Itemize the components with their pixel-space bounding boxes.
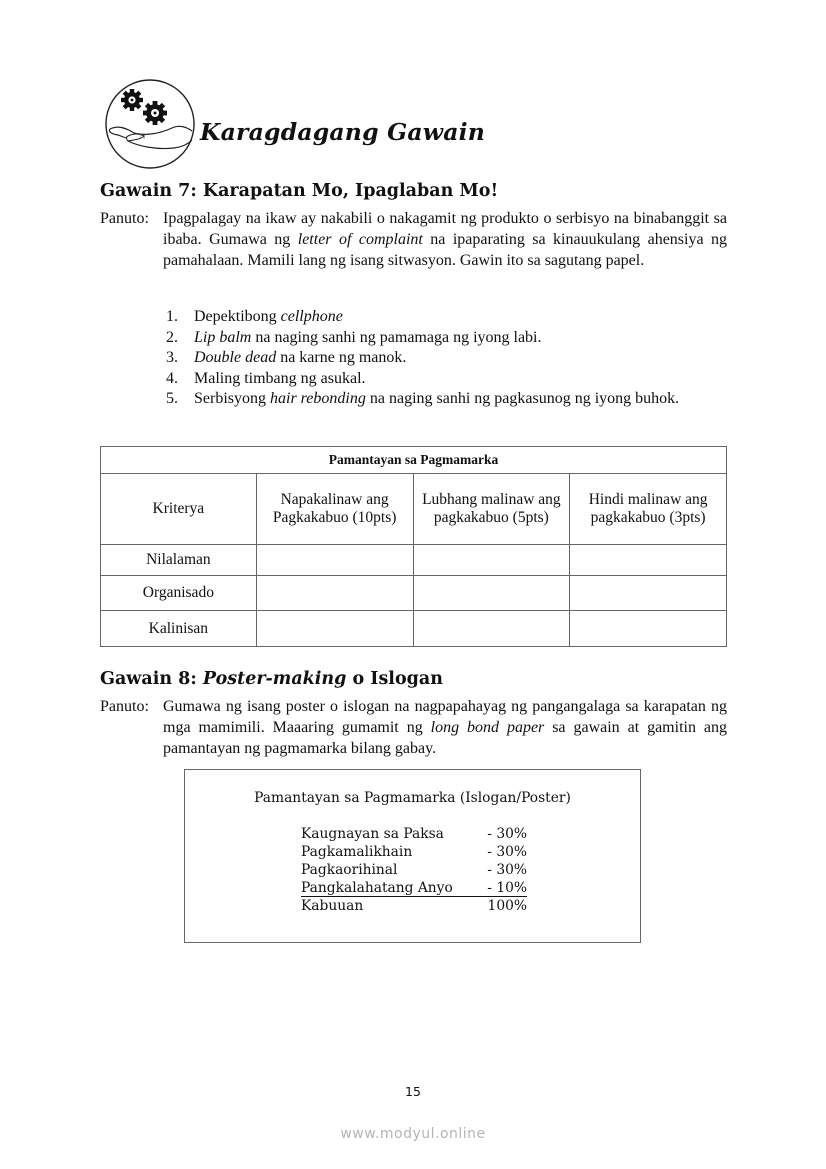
table-row bbox=[101, 576, 727, 611]
table-row bbox=[101, 545, 727, 576]
page-number: 15 bbox=[405, 1084, 421, 1099]
score-cell bbox=[570, 611, 727, 647]
rubric-total-row bbox=[301, 897, 527, 915]
score-cell bbox=[256, 545, 413, 576]
criteria-cell: Organisado bbox=[101, 576, 257, 611]
instructions-text-part: Gumawa ng isang poster o islogan na nagpapahayag ng pangangalaga sa karapatan ng mga mamimili. Maaaring gumamit ng bbox=[163, 698, 727, 736]
activity-7-title: Gawain 7: Karapatan Mo, Ipaglaban Mo! bbox=[100, 181, 499, 201]
criterion-weight: - 30% bbox=[487, 826, 527, 842]
criterion-name: Pagkaorihinal bbox=[301, 862, 398, 878]
poster-rubric-box bbox=[184, 769, 641, 943]
activity-8-instructions bbox=[100, 696, 727, 759]
instructions-label: Panuto: bbox=[100, 698, 149, 715]
rubric-row bbox=[301, 843, 527, 861]
criteria-cell: Kalinisan bbox=[101, 611, 257, 647]
instructions-text bbox=[163, 696, 727, 759]
list-number: 3. bbox=[166, 349, 178, 367]
list-number: 5. bbox=[166, 390, 178, 408]
item-text-italic: cellphone bbox=[280, 308, 343, 325]
column-header: Lubhang malinaw ang pagkakabuo (5pts) bbox=[413, 474, 570, 545]
column-header: Kriterya bbox=[101, 474, 257, 545]
item-text: Serbisyong bbox=[194, 390, 270, 408]
activity-7-instructions bbox=[100, 208, 727, 271]
criterion-weight: - 30% bbox=[487, 844, 527, 860]
item-text-italic: Double dead bbox=[194, 349, 277, 367]
hand-holding-gears-icon bbox=[104, 78, 196, 170]
score-cell bbox=[413, 576, 570, 611]
criterion-name: Pagkamalikhain bbox=[301, 844, 413, 860]
rubric-row bbox=[301, 879, 527, 897]
rubric-table bbox=[100, 446, 727, 647]
item-text: na karne ng manok. bbox=[276, 349, 407, 367]
list-number: 2. bbox=[166, 328, 178, 346]
title-text: Gawain 8: bbox=[100, 669, 203, 689]
situation-list bbox=[162, 307, 727, 410]
score-cell bbox=[256, 611, 413, 647]
total-value: 100% bbox=[487, 898, 527, 914]
activity-8-title bbox=[100, 669, 443, 689]
table-row bbox=[101, 611, 727, 647]
criterion-name: Kaugnayan sa Paksa bbox=[301, 826, 444, 842]
item-text: Maling timbang ng asukal. bbox=[194, 369, 366, 387]
instructions-text-part: Ipagpalagay na ikaw ay nakabili o nakagamit ng produkto o serbisyo na binabanggit sa ibaba. Gumawa ng bbox=[163, 210, 727, 248]
rubric-caption: Pamantayan sa Pagmamarka bbox=[101, 447, 727, 474]
rubric-row bbox=[301, 861, 527, 879]
criteria-cell: Nilalaman bbox=[101, 545, 257, 576]
instructions-text-italic: letter of complaint bbox=[297, 231, 423, 248]
list-number: 1. bbox=[166, 308, 178, 325]
rubric-header-row bbox=[101, 474, 727, 545]
list-item bbox=[162, 328, 727, 349]
column-header: Hindi malinaw ang pagkakabuo (3pts) bbox=[570, 474, 727, 545]
total-label: Kabuuan bbox=[301, 898, 364, 914]
section-title: Karagdagang Gawain bbox=[200, 118, 486, 146]
title-text: o Islogan bbox=[346, 669, 443, 689]
instructions-text-part: sa gawain at gamitin ang pamantayan ng pagmamarka bilang gabay. bbox=[163, 719, 727, 757]
instructions-text bbox=[163, 208, 727, 271]
rubric-row bbox=[301, 825, 527, 843]
list-item bbox=[162, 389, 727, 410]
item-text-italic: Lip balm bbox=[194, 328, 252, 346]
poster-rubric-title: Pamantayan sa Pagmamarka (Islogan/Poster) bbox=[254, 790, 571, 806]
item-text: na naging sanhi ng pagkasunog ng iyong buhok. bbox=[365, 390, 680, 408]
list-item bbox=[162, 307, 727, 328]
instructions-text-part: na ipaparating sa kinauukulang ahensiya ng pamahalaan. Mamili lang ng isang sitwasyon. Gawin ito sa sagutang papel. bbox=[163, 231, 728, 269]
list-item bbox=[162, 348, 727, 369]
score-cell bbox=[256, 576, 413, 611]
criterion-weight: - 10% bbox=[487, 880, 527, 896]
instructions-label: Panuto: bbox=[100, 210, 149, 227]
score-cell bbox=[570, 545, 727, 576]
criterion-name: Pangkalahatang Anyo bbox=[301, 880, 453, 896]
item-text: Depektibong bbox=[194, 308, 281, 325]
watermark: www.modyul.online bbox=[340, 1126, 486, 1142]
instructions-text-italic: long bond paper bbox=[430, 719, 545, 736]
column-header: Napakalinaw ang Pagkakabuo (10pts) bbox=[256, 474, 413, 545]
score-cell bbox=[570, 576, 727, 611]
list-item bbox=[162, 369, 727, 390]
item-text-italic: hair rebonding bbox=[270, 390, 366, 408]
poster-rubric-list bbox=[301, 825, 527, 915]
item-text: na naging sanhi ng pamamaga ng iyong labi. bbox=[251, 328, 542, 346]
score-cell bbox=[413, 611, 570, 647]
title-text-italic: Poster-making bbox=[202, 669, 347, 689]
score-cell bbox=[413, 545, 570, 576]
list-number: 4. bbox=[166, 369, 178, 387]
criterion-weight: - 30% bbox=[487, 862, 527, 878]
